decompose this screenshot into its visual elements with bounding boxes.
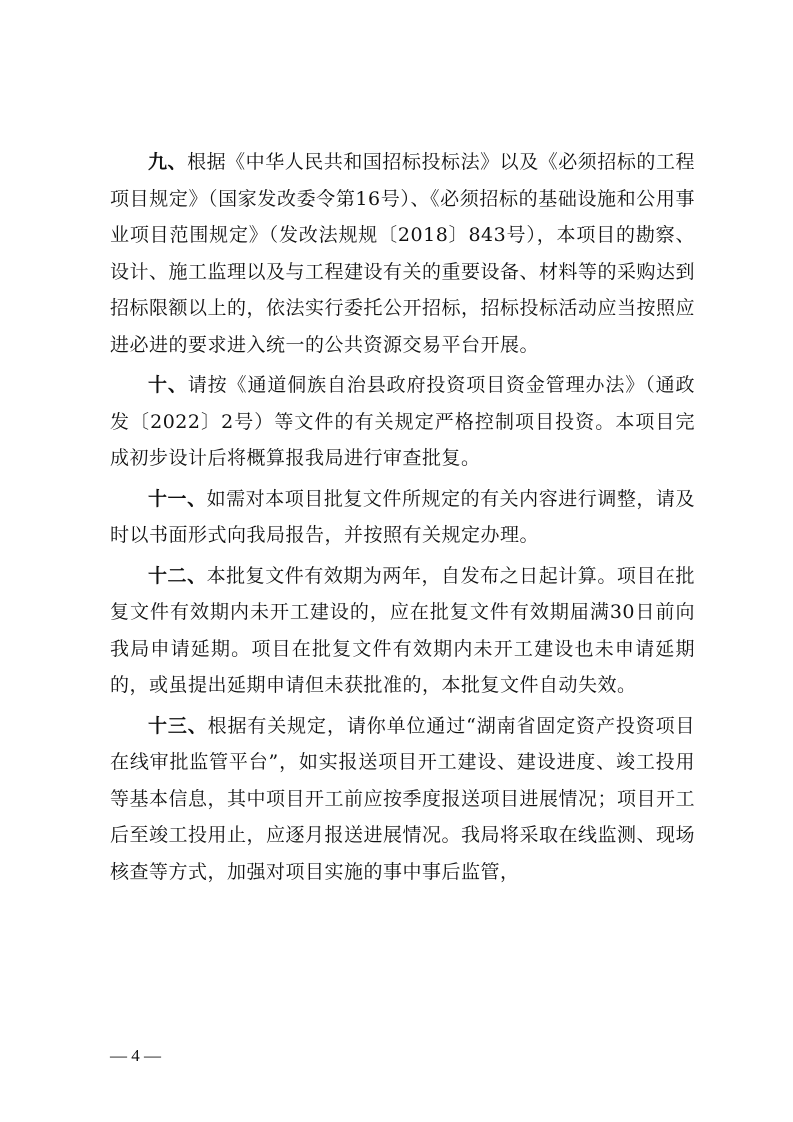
item-number: 九、	[148, 151, 188, 173]
paragraph-text: 如需对本项目批复文件所规定的有关内容进行调整，请及时以书面形式向我局报告，并按照有关规定办理。	[110, 487, 695, 546]
paragraph-text: 根据有关规定，请你单位通过“湖南省固定资产投资项目在线审批监管平台”，如实报送项目开工建设、建设进度、竣工投用等基本信息，其中项目开工前应按季度报送项目进展情况；项目开工后至竣工投用止，应逐月报送进展情况。我局将采取在线监测、现场核查等方式，加强对项目实施的事中事后监管，	[110, 714, 696, 883]
paragraph-item-9	[110, 144, 695, 363]
paragraph-item-13	[110, 708, 695, 891]
paragraph-text: 根据《中华人民共和国招标投标法》以及《必须招标的工程项目规定》（国家发改委令第16号）、《必须招标的基础设施和公用事业项目范围规定》（发改法规规〔2018〕843号），本项目的勘察、设计、施工监理以及与工程建设有关的重要设备、材料等的采购达到招标限额以上的，依法实行委托公开招标，招标投标活动应当按照应进必进的要求进入统一的公共资源交易平台开展。	[110, 151, 696, 356]
paragraph-item-12	[110, 558, 695, 704]
item-number: 十、	[148, 374, 188, 396]
paragraph-item-11	[110, 481, 695, 554]
item-number: 十一、	[148, 487, 207, 510]
page-number: — 4 —	[110, 1046, 161, 1065]
item-number: 十三、	[148, 714, 208, 737]
item-number: 十二、	[148, 564, 207, 587]
paragraph-text: 请按《通道侗族自治县政府投资项目资金管理办法》（通政发〔2022〕2号）等文件的有关规定严格控制项目投资。本项目完成初步设计后将概算报我局进行审查批复。	[110, 374, 695, 469]
paragraph-text: 本批复文件有效期为两年，自发布之日起计算。项目在批复文件有效期内未开工建设的，应在批复文件有效期届满30日前向我局申请延期。项目在批复文件有效期内未开工建设也未申请延期的，或虽提出延期申请但未获批准的，本批复文件自动失效。	[110, 564, 695, 696]
document-body	[110, 144, 695, 894]
paragraph-item-10	[110, 367, 695, 477]
